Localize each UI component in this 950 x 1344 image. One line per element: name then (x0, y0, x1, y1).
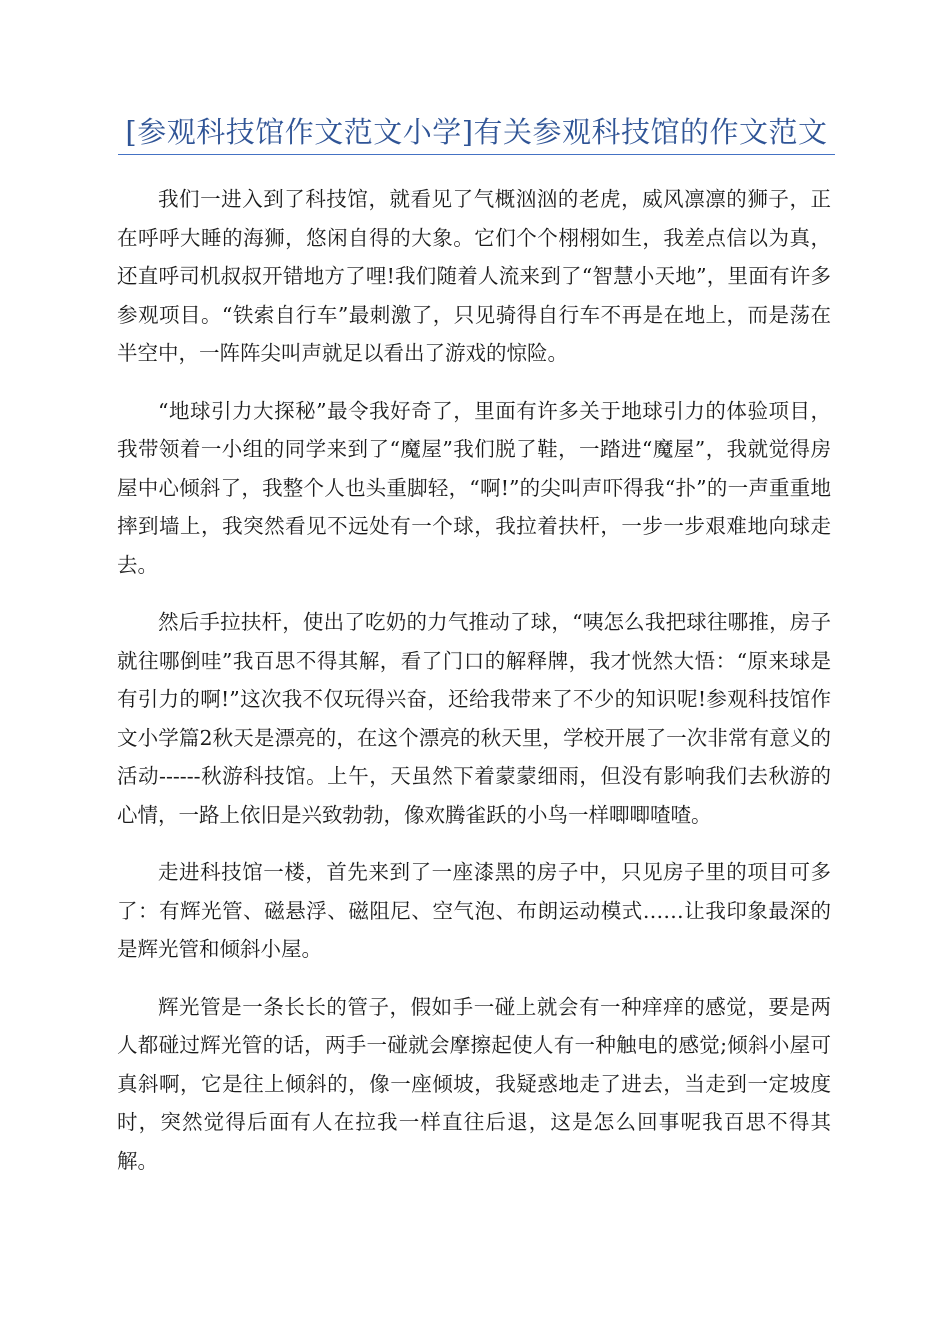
document-title: [参观科技馆作文范文小学]有关参观科技馆的作文范文 (125, 115, 828, 149)
paragraph-3: 然后手拉扶杆，使出了吃奶的力气推动了球，“咦怎么我把球往哪推，房子就往哪倒哇”我百思不得其解，看了门口的解释牌，我才恍然大悟：“原来球是有引力的啊!”这次我不仅玩得兴奋，还给我带来了不少的知识呢!参观科技馆作文小学篇2秋天是漂亮的，在这个漂亮的秋天里，学校开展了一次非常有意义的活动------秋游科技馆。上午，天虽然下着蒙蒙细雨，但没有影响我们去秋游的心情，一路上依旧是兴致勃勃，像欢腾雀跃的小鸟一样唧唧喳喳。 (117, 610, 831, 827)
paragraph-5: 辉光管是一条长长的管子，假如手一碰上就会有一种痒痒的感觉，要是两人都碰过辉光管的话，两手一碰就会摩擦起使人有一种触电的感觉;倾斜小屋可真斜啊，它是往上倾斜的，像一座倾坡，我疑惑地走了进去，当走到一定坡度时，突然觉得后面有人在拉我一样直往后退，这是怎么回事呢我百思不得其解。 (117, 994, 831, 1173)
paragraph-2: “地球引力大探秘”最令我好奇了，里面有许多关于地球引力的体验项目，我带领着一小组的同学来到了“魔屋”我们脱了鞋，一踏进“魔屋”，我就觉得房屋中心倾斜了，我整个人也头重脚轻，“啊!”的尖叫声吓得我“扑”的一声重重地摔到墙上，我突然看见不远处有一个球，我拉着扶杆，一步一步艰难地向球走去。 (117, 398, 831, 577)
paragraph-1: 我们一进入到了科技馆，就看见了气概汹汹的老虎，威风凛凛的狮子，正在呼呼大睡的海狮，悠闲自得的大象。它们个个栩栩如生，我差点信以为真，还直呼司机叔叔开错地方了哩!我们随着人流来到了“智慧小天地”，里面有许多参观项目。“铁索自行车”最刺激了，只见骑得自行车不再是在地上，而是荡在半空中，一阵阵尖叫声就足以看出了游戏的惊险。 (117, 187, 831, 365)
paragraph-4: 走进科技馆一楼，首先来到了一座漆黑的房子中，只见房子里的项目可多了：有辉光管、磁悬浮、磁阻尼、空气泡、布朗运动模式……让我印象最深的是辉光管和倾斜小屋。 (117, 860, 831, 961)
document-body (117, 142, 831, 1199)
